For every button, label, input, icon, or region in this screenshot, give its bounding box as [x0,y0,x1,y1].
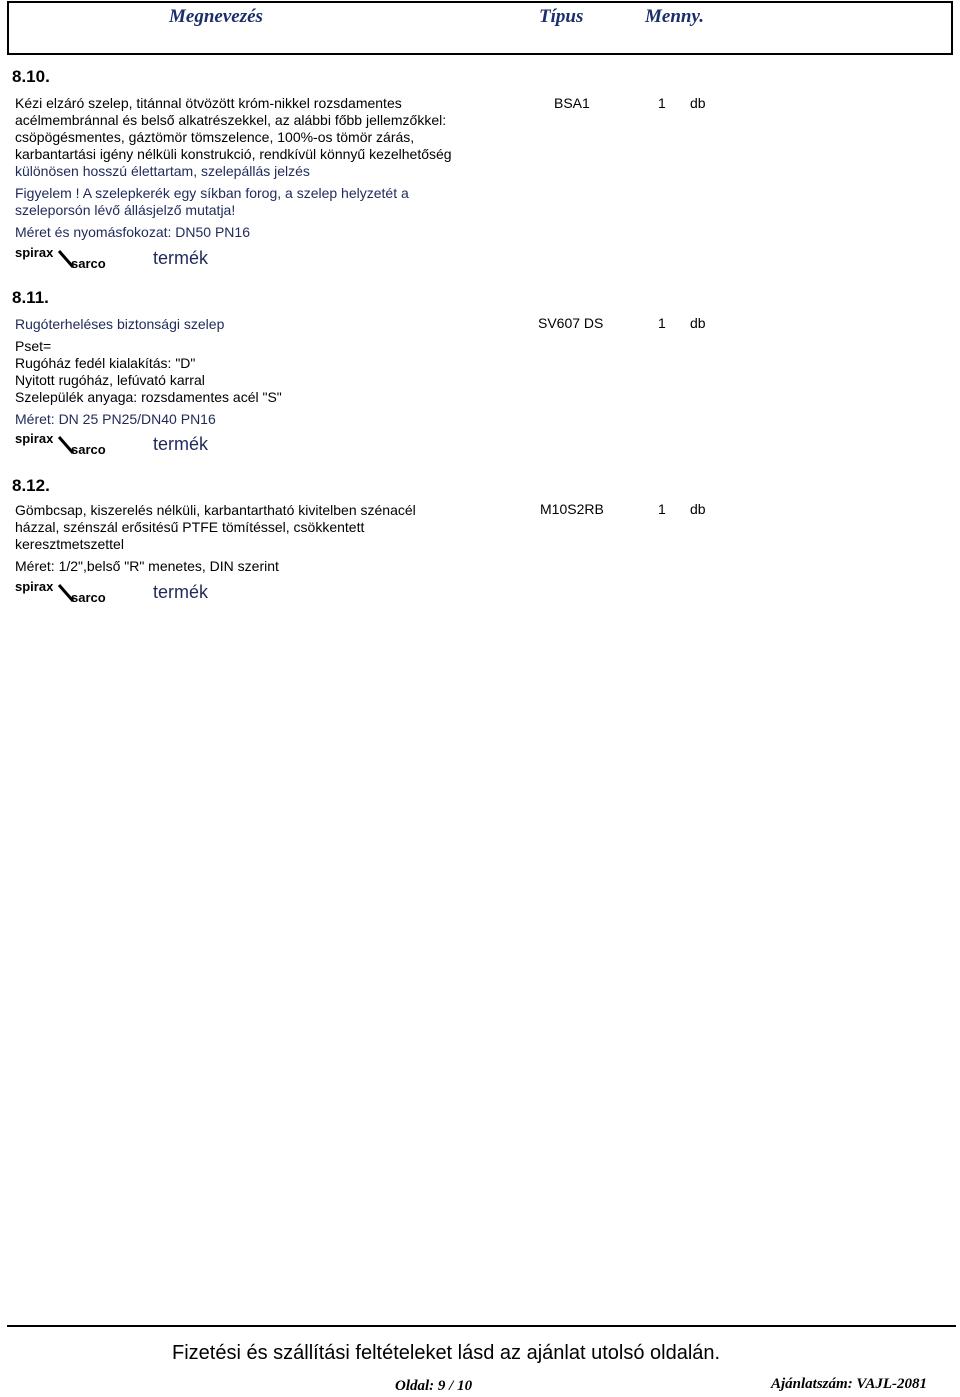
desc-line: csöpögésmentes, gáztömör tömszelence, 100%-os tömör zárás, [15,129,415,145]
desc-line: Szelepülék anyaga: rozsdamentes acél "S" [15,389,282,405]
desc-line: különösen hosszú élettartam, szelepállás jelzés [15,163,310,179]
item-number: 8.12. [12,476,50,495]
product-label: termék [153,434,209,454]
item-description [15,316,485,428]
size-line: Méret és nyomásfokozat: DN50 PN16 [15,224,250,240]
item-qty: 1 [658,95,666,111]
item-unit: db [690,315,706,331]
item-number: 8.10. [12,67,50,86]
desc-line: Nyitott rugóház, lefúvató karral [15,372,205,388]
item-qty: 1 [658,501,666,517]
svg-text:spirax: spirax [15,433,54,446]
item-description [15,502,485,575]
spirax-sarco-logo [15,581,127,605]
size-line: Méret: DN 25 PN25/DN40 PN16 [15,411,216,427]
header-type: Típus [539,6,584,27]
product-logo-row [15,433,235,457]
spirax-sarco-logo [15,433,127,457]
desc-line: Pset= [15,338,52,354]
svg-text:spirax: spirax [15,581,54,594]
item-unit: db [690,501,706,517]
product-label: termék [153,582,209,602]
desc-line: Gömbcsap, kiszerelés nélküli, karbantartható kivitelben szénacél [15,502,416,518]
item-type: BSA1 [554,95,590,111]
desc-line: karbantartási igény nélküli konstrukció, rendkívül könnyű kezelhetőség [15,146,452,162]
svg-text:sarco: sarco [71,590,106,605]
item-type: M10S2RB [540,501,604,517]
spirax-sarco-logo [15,247,127,271]
svg-text:sarco: sarco [71,442,106,457]
header-qty: Menny. [645,6,704,27]
size-line: Méret: 1/2",belső "R" menetes, DIN szerint [15,558,279,574]
product-logo-row [15,247,235,271]
item-type: SV607 DS [538,315,604,331]
desc-line: házzal, szénszál erősitésű PTFE tömítéssel, csökkentett [15,519,365,535]
item-qty: 1 [658,315,666,331]
desc-line: Rugóház fedél kialakítás: "D" [15,355,196,371]
footer-terms: Fizetési és szállítási feltételeket lásd az ajánlat utolsó oldalán. [172,1342,721,1364]
page-number: Oldal: 9 / 10 [395,1378,473,1394]
note-line: szeleporsón lévő állásjelző mutatja! [15,202,236,218]
product-logo-row [15,581,235,605]
desc-line: Kézi elzáró szelep, titánnal ötvözött króm-nikkel rozsdamentes [15,95,402,111]
item-title: Rugóterheléses biztonsági szelep [15,316,225,332]
table-header [7,1,953,55]
item-number: 8.11. [12,288,49,307]
item-description [15,95,485,241]
note-line: Figyelem ! A szelepkerék egy síkban forog, a szelep helyzetét a [15,185,409,201]
footer-divider [7,1325,956,1327]
svg-text:sarco: sarco [71,256,106,271]
product-label: termék [153,248,209,268]
offer-number: Ajánlatszám: VAJL-2081 [771,1376,927,1392]
desc-line: keresztmetszettel [15,536,124,552]
item-unit: db [690,95,706,111]
desc-line: acélmembránnal és belső alkatrészekkel, az alábbi főbb jellemzőkkel: [15,112,447,128]
header-name: Megnevezés [169,6,263,27]
svg-text:spirax: spirax [15,247,54,260]
